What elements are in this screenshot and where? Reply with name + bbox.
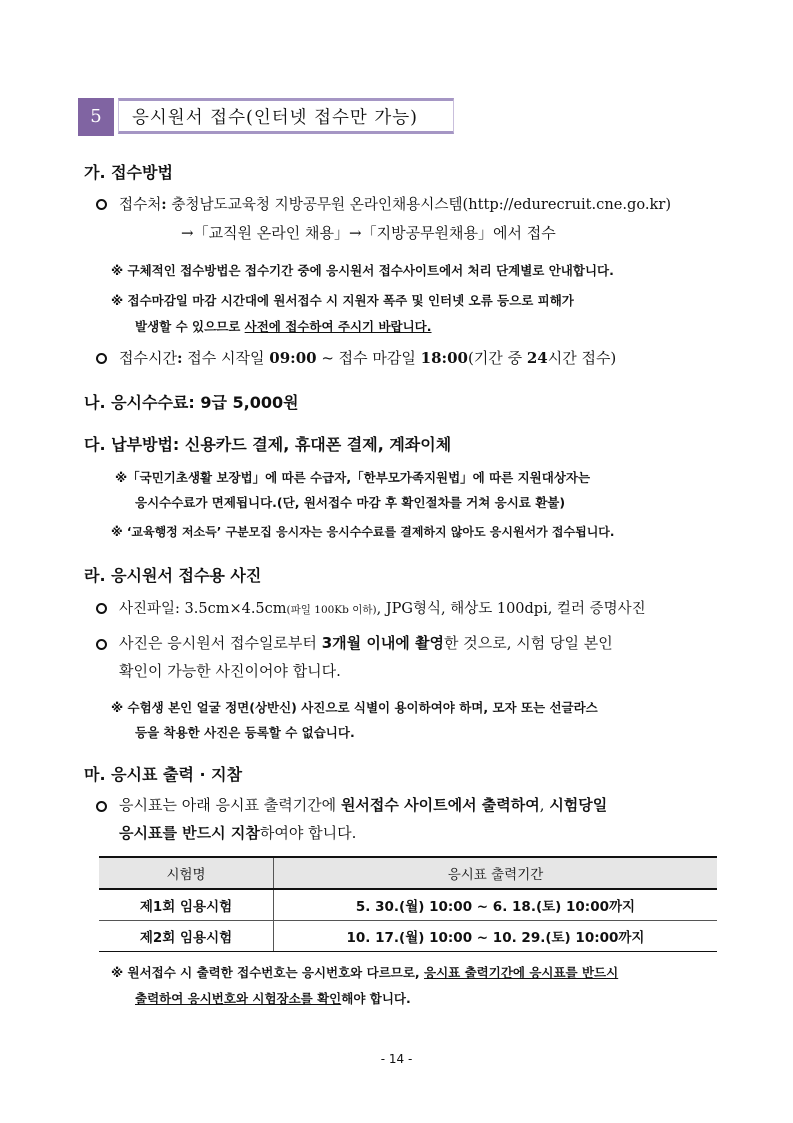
ga-bullet-reception: 접수처: 충청남도교육청 지방공무원 온라인채용시스템(http://edurecruit.cne.go.kr) — [119, 196, 672, 213]
da-note-1-line2: 응시수수료가 면제됩니다.(단, 원서접수 마감 후 확인절차를 거쳐 응시료 환불) — [135, 495, 566, 510]
bullet-circle-icon — [96, 639, 107, 650]
ma-note-line1: ※ 원서접수 시 출력한 접수번호는 응시번호와 다르므로, 응시표 출력기간에 응시표를 반드시 — [111, 965, 619, 980]
ga-note-1: ※ 구체적인 접수방법은 접수기간 중에 응시원서 접수사이트에서 처리 단계별로 안내합니다. — [111, 263, 614, 278]
ga-note-2-line2: 발생할 수 있으므로 사전에 접수하여 주시기 바랍니다. — [135, 319, 432, 334]
da-note-2: ※ ‘교육행정 저소득’ 구분모집 응시자는 응시수수료를 결제하지 않아도 응시원서가 접수됩니다. — [111, 525, 615, 539]
ga-reception-path: →「교직원 온라인 채용」→「지방공무원채용」에서 접수 — [181, 224, 556, 242]
ma-bullet-line2: 응시표를 반드시 지참하여야 합니다. — [119, 824, 357, 842]
ra-bullet-photo-age-line1: 사진은 응시원서 접수일로부터 3개월 이내에 촬영한 것으로, 시험 당일 본인 — [119, 634, 613, 652]
bullet-circle-icon — [96, 353, 107, 364]
section-number: 5 — [78, 98, 114, 136]
ra-bullet-photo-age-line2: 확인이 가능한 사진이어야 합니다. — [119, 662, 341, 680]
table-header-period: 응시표 출력기간 — [274, 857, 718, 889]
section-title: 응시원서 접수(인터넷 접수만 가능) — [132, 108, 419, 128]
ra-bullet-photo-file: 사진파일: 3.5cm×4.5cm(파일 100Kb 이하), JPG형식, 해상도 100dpi, 컬러 증명사진 — [119, 601, 646, 617]
heading-ra: 라. 응시원서 접수용 사진 — [84, 566, 262, 585]
ra-note-line1: ※ 수험생 본인 얼굴 정면(상반신) 사진으로 식별이 용이하여야 하며, 모자 또는 선글라스 — [111, 700, 598, 715]
table-header-row — [99, 857, 717, 889]
heading-da: 다. 납부방법: 신용카드 결제, 휴대폰 결제, 계좌이체 — [84, 435, 452, 454]
table-cell-exam: 제1회 임용시험 — [99, 889, 274, 921]
heading-na: 나. 응시수수료: 9급 5,000원 — [84, 393, 299, 412]
table-header-exam: 시험명 — [99, 857, 274, 889]
bullet-circle-icon — [96, 801, 107, 812]
ga-note-2-line1: ※ 접수마감일 마감 시간대에 원서접수 시 지원자 폭주 및 인터넷 오류 등으로 피해가 — [111, 293, 574, 308]
da-note-1-line1: ※「국민기초생활 보장법」에 따른 수급자,「한부모가족지원법」에 따른 지원대상자는 — [115, 470, 591, 485]
print-schedule-table — [99, 856, 717, 952]
heading-ga: 가. 접수방법 — [84, 163, 173, 182]
bullet-circle-icon — [96, 199, 107, 210]
ra-note-line2: 등을 착용한 사진은 등록할 수 없습니다. — [135, 725, 355, 740]
table-cell-exam: 제2회 임용시험 — [99, 921, 274, 952]
heading-ma: 마. 응시표 출력 · 지참 — [84, 765, 243, 784]
table-row — [99, 921, 717, 952]
page-number: - 14 - — [380, 1052, 413, 1066]
ma-note-line2: 출력하여 응시번호와 시험장소를 확인해야 합니다. — [135, 991, 411, 1006]
table-row — [99, 889, 717, 921]
ga-bullet-time: 접수시간: 접수 시작일 09:00 ~ 접수 마감일 18:00(기간 중 24시간 접수) — [119, 349, 617, 367]
table-cell-period: 5. 30.(월) 10:00 ~ 6. 18.(토) 10:00까지 — [274, 889, 718, 921]
ma-bullet-line1: 응시표는 아래 응시표 출력기간에 원서접수 사이트에서 출력하여, 시험당일 — [119, 796, 608, 814]
table-cell-period: 10. 17.(월) 10:00 ~ 10. 29.(토) 10:00까지 — [274, 921, 718, 952]
bullet-circle-icon — [96, 603, 107, 614]
